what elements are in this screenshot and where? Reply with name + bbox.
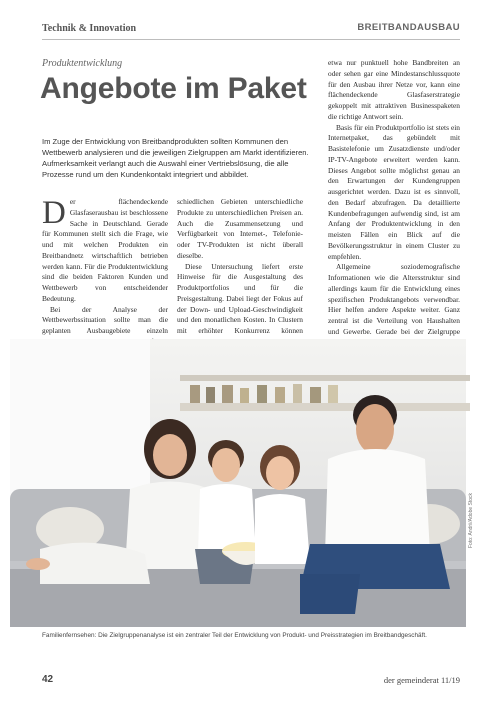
- article-lead: Im Zuge der Entwicklung von Breitbandprodukten sollten Kommunen den Wettbewerb analysieren und die jeweiligen Zielgruppen am Markt identifizieren. Aufmerksamkeit verlangt auch die Auswahl einer Vertriebslösung, die alle Prozesse rund um den Kundenkontakt integriert und abbildet.: [42, 137, 309, 179]
- photo-caption: Familienfernsehen: Die Zielgruppenanalyse ist ein zentraler Teil der Entwicklung von Produkt- und Preisstrategien im Breitbandgeschäft.: [42, 632, 427, 639]
- article-column-2: [177, 197, 303, 335]
- article-column-3: [328, 58, 460, 336]
- article-kicker: Produktentwicklung: [42, 58, 123, 69]
- section-label: Technik & Innovation: [42, 23, 137, 34]
- paragraph-text: er flächendeckende Glasfaserausbau ist beschlossene Sache in Deutschland. Gerade für Kommunen stellt sich die Frage, wie und mit welchen Produkten ein Breitbandnetz wirtschaftlich betrieben werden kann. Für die Produktentwicklung sind die beiden Faktoren Kunden und Wettbewerb von entscheidender Bedeutung.: [42, 197, 168, 303]
- article-title: Angebote im Paket: [40, 72, 307, 105]
- magazine-issue: der gemeinderat 11/19: [383, 675, 460, 685]
- paragraph: Basis für ein Produktportfolio ist stets ein Internetpaket, das gebündelt mit Basistelefonie um Zusatzdienste und/oder IP-TV-Angebote erweitert werden kann. Dieses Angebot sollte möglichst genau an den Erwartungen der Kundengruppen ausgerichtet werden. Dazu ist es sinnvoll, den Bedarf abzufragen. Da detaillierte Kundenbefragungen aufwendig sind, ist am Anfang der Produktentwicklung in den meisten Fällen ein Blick auf die Bevölkerungsstruktur in einem Cluster zu empfehlen.: [328, 122, 460, 261]
- photo-credit: Foto: Andrii/Adobe Stock: [468, 492, 474, 548]
- dropcap: D: [42, 195, 66, 231]
- paragraph: etwa nur punktuell hohe Bandbreiten an oder sehen gar eine Mindestanschlussquote für den Ausbau ihrer Netze vor, kann eine flächendeckende Glasfaserstrategie gekoppelt mit attraktiven Businesspaketen die richtige Antwort sein.: [328, 58, 460, 121]
- family-photo: [10, 339, 466, 627]
- paragraph: Allgemeine soziodemografische Informationen wie die Altersstruktur sind allerdings kaum für die Entwicklung eines spezifischen Produktangebots verwendbar. Hier helfen andere Aspekte weiter. Ganz zentral ist die Verteilung von Haushalten und Gewerbe. Gerade bei der Zielgruppe: [328, 262, 460, 336]
- page-number: 42: [42, 674, 54, 685]
- paragraph: Bei der Analyse der Wettbewerbssituation sollte man die geplanten Ausbaugebiete einzeln: [42, 304, 168, 335]
- article-column-1: [42, 195, 168, 335]
- paragraph: [42, 197, 168, 305]
- paragraph: schiedlichen Gebieten unterschiedliche Produkte zu unterschiedlichen Preisen an. Auch die Zusammensetzung und Verfügbarkeit von Internet-, Telefonie- oder TV-Produkten ist nicht überall dieselbe.: [177, 197, 303, 260]
- paragraph: Diese Untersuchung liefert erste Hinweise für die Ausgestaltung des Produktportfolios und für die Preisgestaltung. Dabei liegt der Fokus auf der Down- und Upload-Geschwindigkeit und den monatlichen Kosten. In Clustern mit erhöhter Konkurrenz können: [177, 261, 303, 335]
- family-photo-illustration: [10, 339, 466, 627]
- header-rule: [42, 39, 460, 40]
- topic-label: BREITBANDAUSBAU: [357, 22, 460, 33]
